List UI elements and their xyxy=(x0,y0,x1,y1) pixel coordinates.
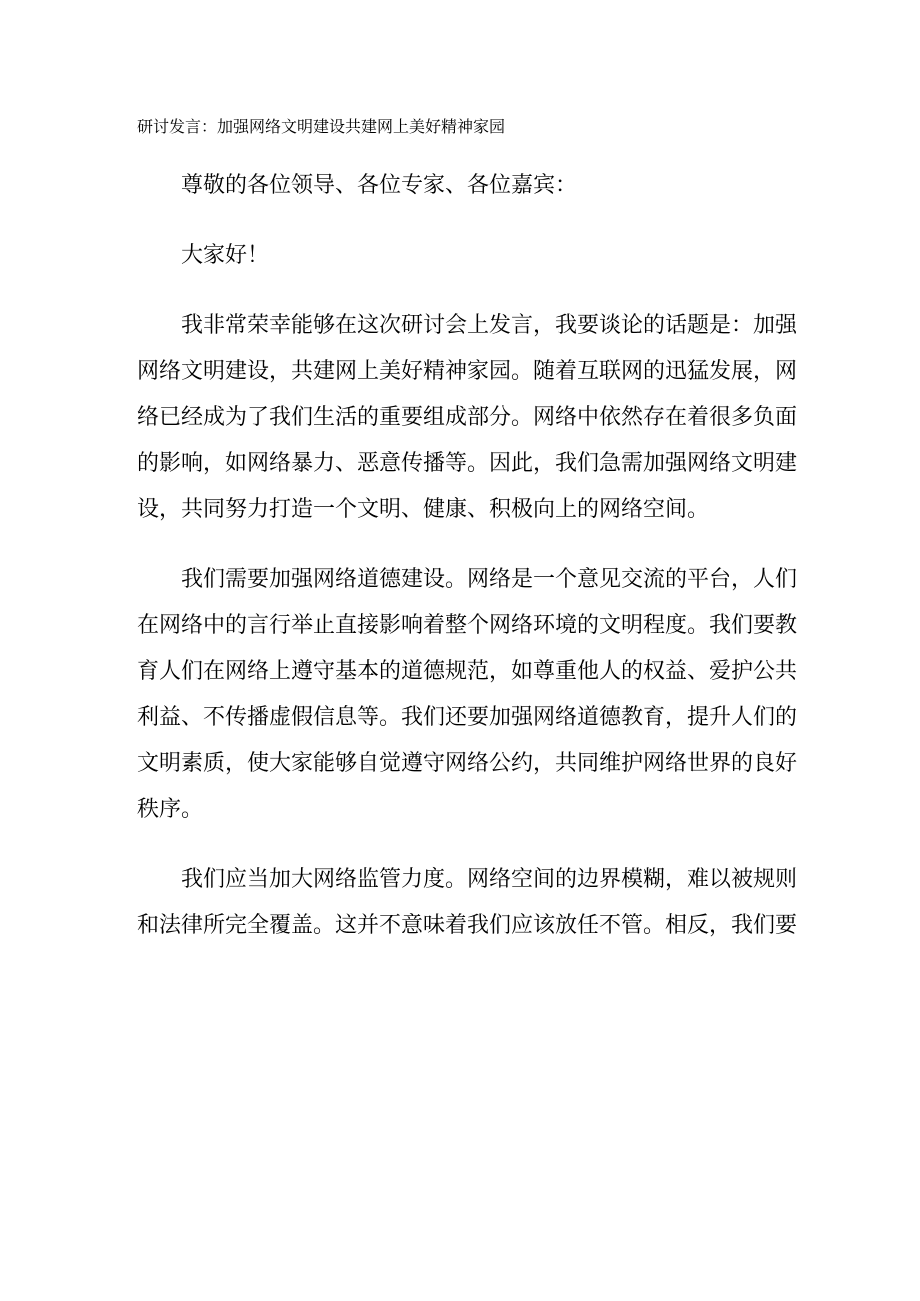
document-body xyxy=(137,163,797,973)
ethics-paragraph: 我们需要加强网络道德建设。网络是一个意见交流的平台，人们在网络中的言行举止直接影响着整个网络环境的文明程度。我们要教育人们在网络上遵守基本的道德规范，如尊重他人的权益、爱护公共利益、不传播虚假信息等。我们还要加强网络道德教育，提升人们的文明素质，使大家能够自觉遵守网络公约，共同维护网络世界的良好秩序。 xyxy=(137,567,798,822)
salutation-paragraph: 尊敬的各位领导、各位专家、各位嘉宾： xyxy=(181,173,578,198)
intro-paragraph: 我非常荣幸能够在这次研讨会上发言，我要谈论的话题是：加强网络文明建设，共建网上美好精神家园。随着互联网的迅猛发展，网络已经成为了我们生活的重要组成部分。网络中依然存在着很多负面的影响，如网络暴力、恶意传播等。因此，我们急需加强网络文明建设，共同努力打造一个文明、健康、积极向上的网络空间。 xyxy=(137,313,798,522)
document-title: 研讨发言：加强网络文明建设共建网上美好精神家园 xyxy=(137,117,506,136)
greeting-paragraph: 大家好！ xyxy=(181,243,270,268)
regulation-paragraph: 我们应当加大网络监管力度。网络空间的边界模糊，难以被规则和法律所完全覆盖。这并不意味着我们应该放任不管。相反，我们要 xyxy=(137,867,798,938)
